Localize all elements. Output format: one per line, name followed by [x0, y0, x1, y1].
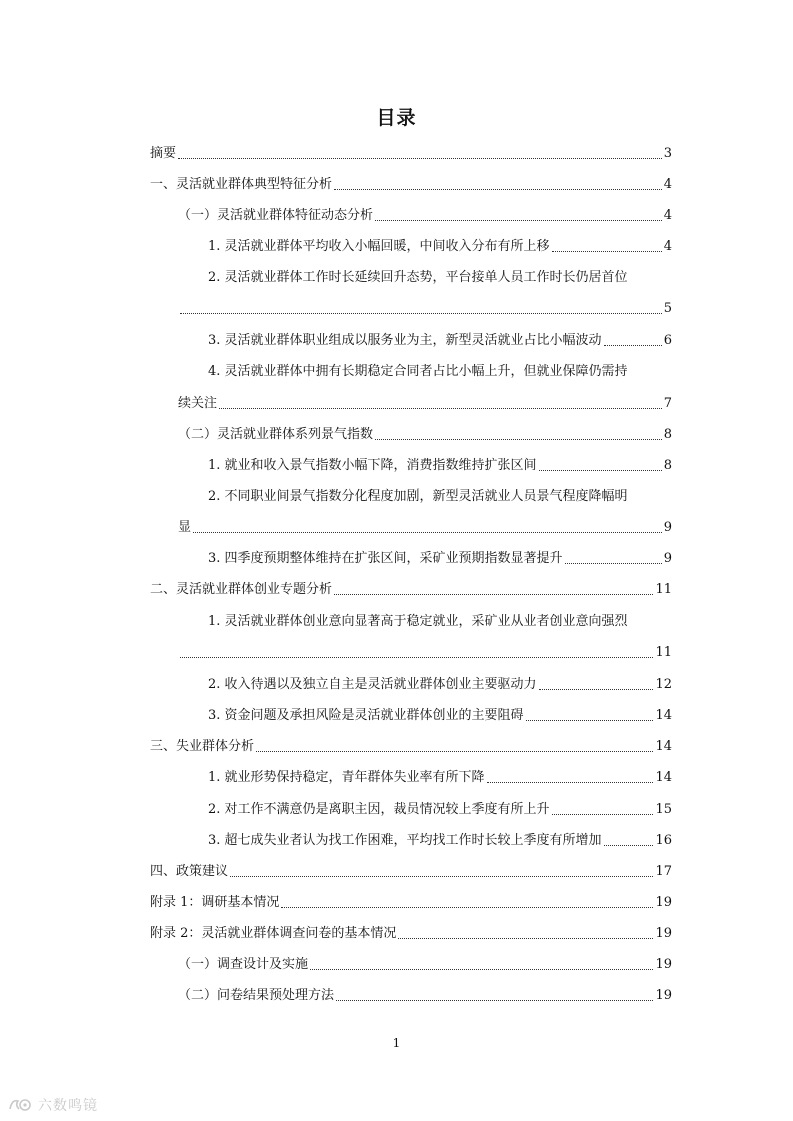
- dot-leader: [604, 345, 662, 346]
- toc-entry-label: 3. 超七成失业者认为找工作困难，平均找工作时长较上季度有所增加: [208, 833, 602, 848]
- dot-leader: [552, 814, 654, 815]
- toc-entry-item-1-1-2-line1[interactable]: 2. 灵活就业群体工作时长延续回升态势，平台接单人员工作时长仍居首位: [208, 270, 628, 285]
- toc-entry-page: 19: [655, 957, 672, 972]
- toc-entry-page: 6: [663, 333, 672, 348]
- dot-leader: [539, 689, 654, 690]
- toc-entry-label: 四、政策建议: [150, 864, 229, 879]
- toc-entry-item-1-2-3[interactable]: [208, 551, 672, 567]
- dot-leader: [230, 876, 653, 877]
- toc-entry-page: 3: [663, 146, 672, 161]
- dot-leader: [310, 969, 653, 970]
- toc-entry-label: （一）调查设计及实施: [178, 957, 309, 972]
- toc-entry-appendix-2[interactable]: [150, 926, 672, 942]
- dot-leader: [487, 782, 654, 783]
- toc-entry-item-1-2-2-line1[interactable]: 2. 不同职业间景气指数分化程度加剧，新型灵活就业人员景气程度降幅明: [208, 489, 628, 504]
- dot-leader: [552, 251, 662, 252]
- toc-entry-item-1-1-1[interactable]: [208, 239, 672, 255]
- toc-entry-section-4[interactable]: [150, 864, 672, 880]
- toc-entry-page: 15: [655, 802, 672, 817]
- toc-entry-label: 3. 灵活就业群体职业组成以服务业为主，新型灵活就业占比小幅波动: [208, 333, 602, 348]
- toc-entry-item-1-2-1[interactable]: [208, 458, 672, 474]
- dot-leader: [334, 594, 653, 595]
- dot-leader: [193, 532, 662, 533]
- toc-entry-label: 2. 对工作不满意仍是离职主因，裁员情况较上季度有所上升: [208, 802, 550, 817]
- toc-entry-appendix-2-2[interactable]: [178, 988, 672, 1004]
- toc-entry-appendix-2-1[interactable]: [178, 957, 672, 973]
- toc-entry-page: 19: [655, 988, 672, 1003]
- toc-entry-item-2-1-leader[interactable]: [178, 645, 672, 661]
- toc-entry-item-1-1-4-line2[interactable]: [178, 396, 672, 412]
- toc-entry-section-2[interactable]: [150, 582, 672, 598]
- dot-leader: [334, 189, 662, 190]
- toc-entry-item-3-2[interactable]: [208, 802, 672, 818]
- toc-entry-item-2-3[interactable]: [208, 708, 672, 724]
- toc-entry-label: 2. 收入待遇以及独立自主是灵活就业群体创业主要驱动力: [208, 677, 537, 692]
- toc-entry-page: 8: [663, 458, 672, 473]
- page-title: 目录: [376, 107, 417, 129]
- toc-entry-appendix-1[interactable]: [150, 895, 672, 911]
- dot-leader: [180, 657, 653, 658]
- dot-leader: [375, 220, 662, 221]
- toc-entry-page: 5: [663, 301, 672, 316]
- toc-entry-page: 9: [663, 520, 672, 535]
- dot-leader: [375, 439, 662, 440]
- dot-leader: [281, 907, 653, 908]
- watermark-text: 六数鸣镜: [38, 1098, 98, 1114]
- toc-entry-label: 1. 就业形势保持稳定，青年群体失业率有所下降: [208, 770, 485, 785]
- dot-leader: [565, 563, 662, 564]
- toc-entry-label: 1. 灵活就业群体平均收入小幅回暖，中间收入分布有所上移: [208, 239, 550, 254]
- toc-entry-item-3-3[interactable]: [208, 833, 672, 849]
- toc-entry-label: 附录 1：调研基本情况: [150, 895, 280, 910]
- toc-entry-item-3-1[interactable]: [208, 770, 672, 786]
- toc-entry-label-continued: 显: [178, 520, 192, 535]
- toc-entry-subsection-1-2[interactable]: [178, 427, 672, 443]
- toc-entry-label: 附录 2：灵活就业群体调查问卷的基本情况: [150, 926, 397, 941]
- toc-entry-page: 19: [655, 895, 672, 910]
- dot-leader: [398, 938, 653, 939]
- dot-leader: [256, 751, 653, 752]
- toc-entry-page: 16: [655, 833, 672, 848]
- toc-entry-item-1-1-2-leader[interactable]: [178, 301, 672, 317]
- toc-entry-page: 4: [663, 239, 672, 254]
- watermark-logo-icon: [8, 1097, 34, 1113]
- toc-entry-section-3[interactable]: [150, 739, 672, 755]
- toc-entry-item-1-1-3[interactable]: [208, 333, 672, 349]
- toc-entry-label: 1. 就业和收入景气指数小幅下降，消费指数维持扩张区间: [208, 458, 537, 473]
- dot-leader: [539, 470, 662, 471]
- toc-entry-item-1-2-2-line2[interactable]: [178, 520, 672, 536]
- toc-entry-label: 摘要: [150, 146, 177, 161]
- toc-entry-label: 一、灵活就业群体典型特征分析: [150, 177, 333, 192]
- toc-entry-label: （二）问卷结果预处理方法: [178, 988, 335, 1003]
- page-number: 1: [392, 1036, 401, 1050]
- toc-entry-item-1-1-4-line1[interactable]: 4. 灵活就业群体中拥有长期稳定合同者占比小幅上升，但就业保障仍需持: [208, 364, 628, 379]
- toc-entry-label: 三、失业群体分析: [150, 739, 255, 754]
- toc-entry-page: 9: [663, 551, 672, 566]
- dot-leader: [178, 158, 662, 159]
- toc-entry-page: 7: [663, 396, 672, 411]
- toc-entry-section-1[interactable]: [150, 177, 672, 193]
- toc-entry-page: 11: [655, 645, 672, 660]
- toc-entry-page: 14: [655, 739, 672, 754]
- toc-entry-page: 14: [655, 708, 672, 723]
- toc-entry-label: 3. 资金问题及承担风险是灵活就业群体创业的主要阻碍: [208, 708, 524, 723]
- toc-entry-page: 12: [655, 677, 672, 692]
- toc-entry-label-continued: 续关注: [178, 396, 218, 411]
- toc-entry-page: 8: [663, 427, 672, 442]
- toc-entry-page: 4: [663, 177, 672, 192]
- dot-leader: [336, 1000, 653, 1001]
- dot-leader: [180, 313, 662, 314]
- toc-entry-label: （二）灵活就业群体系列景气指数: [178, 427, 374, 442]
- toc-entry-page: 19: [655, 926, 672, 941]
- toc-entry-page: 14: [655, 770, 672, 785]
- toc-entry-label: 二、灵活就业群体创业专题分析: [150, 582, 333, 597]
- toc-entry-abstract[interactable]: [150, 146, 672, 162]
- toc-entry-label: 3. 四季度预期整体维持在扩张区间，采矿业预期指数显著提升: [208, 551, 563, 566]
- watermark: [8, 1095, 98, 1115]
- toc-entry-subsection-1-1[interactable]: [178, 208, 672, 224]
- dot-leader: [526, 720, 654, 721]
- toc-entry-page: 4: [663, 208, 672, 223]
- toc-entry-item-2-1-line1[interactable]: 1. 灵活就业群体创业意向显著高于稳定就业，采矿业从业者创业意向强烈: [208, 614, 628, 629]
- toc-entry-page: 11: [655, 582, 672, 597]
- toc-entry-page: 17: [655, 864, 672, 879]
- toc-entry-label: （一）灵活就业群体特征动态分析: [178, 208, 374, 223]
- dot-leader: [219, 408, 662, 409]
- toc-entry-item-2-2[interactable]: [208, 677, 672, 693]
- dot-leader: [604, 845, 654, 846]
